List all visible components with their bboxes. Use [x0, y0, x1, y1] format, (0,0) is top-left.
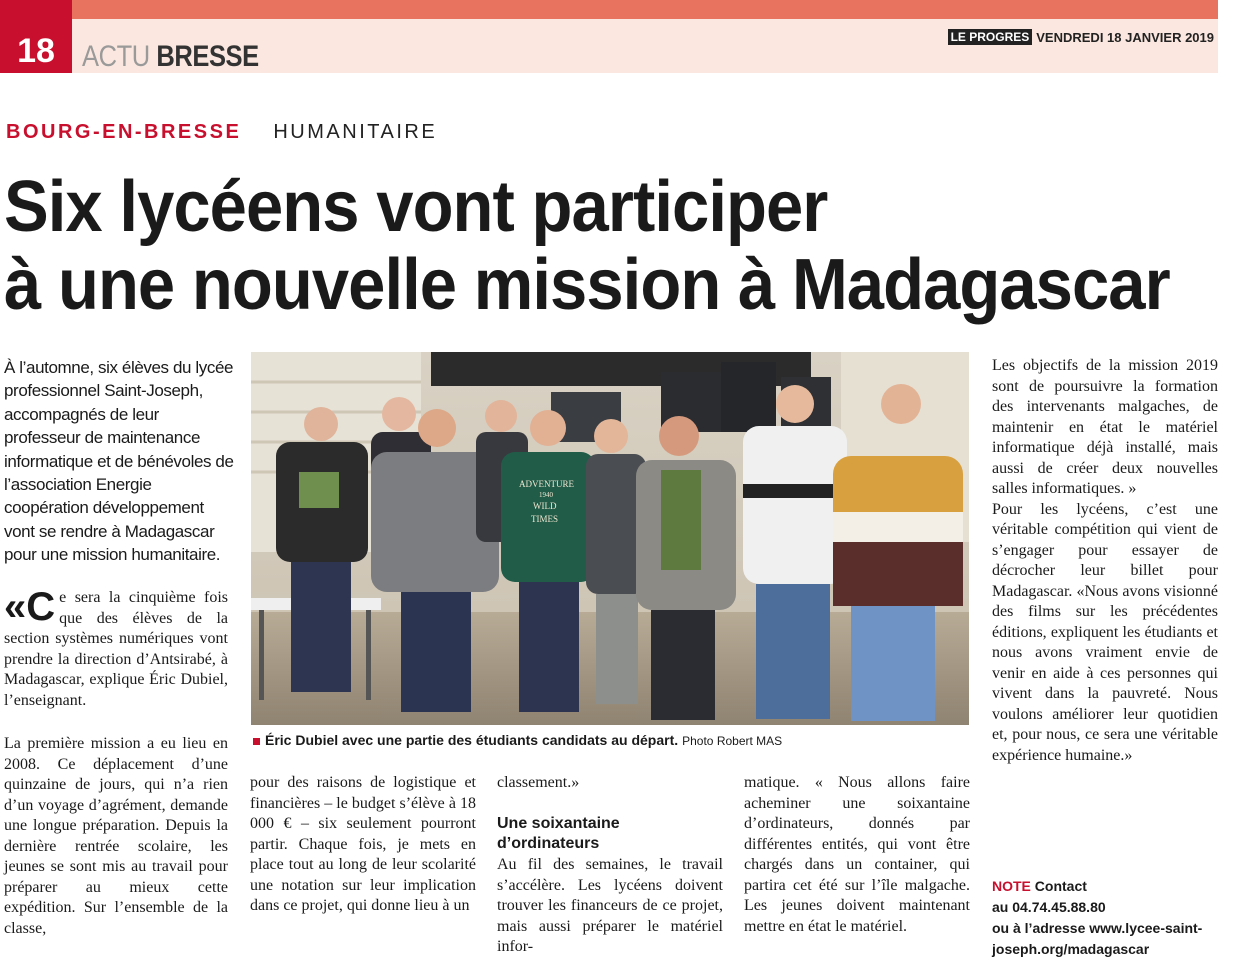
photo-credit: Photo Robert MAS — [682, 734, 783, 748]
contact-web-1: ou à l’adresse www.lycee-saint- — [992, 920, 1203, 936]
contact-note — [992, 876, 1224, 960]
newspaper-logo: LE PROGRES — [948, 29, 1033, 45]
sweatshirt-text-4: TIMES — [531, 514, 558, 524]
headline-line-1: Six lycéens vont participer — [4, 167, 828, 247]
section-bold: BRESSE — [156, 40, 259, 73]
photo-caption — [253, 732, 969, 748]
note-title: Contact — [1034, 878, 1087, 894]
drop-cap: «C — [4, 585, 56, 629]
caption-text: Éric Dubiel avec une partie des étudiants candidats au départ. — [265, 732, 679, 748]
paragraph-1-text: e sera la cinquième fois que des élèves de la section systèmes numériques vont prendre la direction d’Antsirabé, à Madagascar, explique Éric Dubiel, l’enseignant. — [4, 589, 228, 709]
body-paragraph-8: Pour les lycéens, c’est une véritable compétition qui vient de s’engager pour essayer de décrocher leur billet pour Madagascar. «Nous avons visionné des films sur les précédentes éditions, expliquent les étudiants et nous avons vraiment envie de venir en aide à ces personnes qui vivent dans la pauvreté. Nous voulons améliorer leur quotidien et, pour nous, ce sera une véritable expérience humaine.» — [992, 500, 1218, 764]
section-title — [82, 40, 259, 74]
group-photo-illustration — [251, 352, 969, 725]
header-top-bar — [0, 0, 1218, 19]
issue-date: VENDREDI 18 JANVIER 2019 — [1036, 29, 1214, 45]
sweatshirt-text-3: WILD — [533, 501, 557, 511]
kicker-city: BOURG-EN-BRESSE — [6, 121, 242, 143]
contact-web-2: joseph.org/madagascar — [992, 941, 1150, 957]
masthead — [948, 29, 1214, 45]
subheading: Une soixantaine d’ordinateurs — [497, 815, 620, 852]
body-paragraph-1 — [4, 585, 228, 711]
body-paragraph-6: matique. « Nous allons faire acheminer une soixantaine d’ordinateurs, donnés par différentes entités, qui vont être chargés dans un container, qui partira cet été sur l’île malgache. Les jeunes doivent maintenant mettre en état le matériel. — [744, 774, 970, 935]
article-photo — [251, 352, 969, 725]
body-paragraph-2: La première mission a eu lieu en 2008. Ce déplacement d’une quinzaine de jours, qui n’a rien d’un voyage d’agrément, demande une longue préparation. Depuis la dernière rentrée scolaire, les jeunes se sont mis au travail pour préparer au mieux cette expédition. Sur l’ensemble de la classe, — [4, 735, 228, 937]
headline-line-2: à une nouvelle mission à Madagascar — [4, 245, 1170, 325]
body-paragraph-7: Les objectifs de la mission 2019 sont de poursuivre la formation des intervenants malgaches, de maintenir en état le matériel informatique déjà installé, mais aussi de créer deux nouvelles salles informatiques. » — [992, 357, 1218, 497]
page-number: 18 — [0, 0, 72, 73]
caption-marker — [253, 738, 260, 745]
body-paragraph-5: Au fil des semaines, le travail s’accélère. Les lycéens doivent trouver les financeurs de ce projet, mais aussi préparer le matériel infor- — [497, 856, 723, 955]
headline — [4, 167, 1170, 325]
note-label: NOTE — [992, 878, 1031, 894]
body-paragraph-4: classement.» — [497, 774, 580, 791]
kicker — [6, 121, 437, 144]
sweatshirt-text-2: 1940 — [539, 491, 553, 499]
body-paragraph-3: pour des raisons de logistique et financières – le budget s’élève à 18 000 € – six seulement pourront partir. Chaque fois, je mets en place tout au long de leur scolarité une notation sur leur implication dans ce projet, qui donne lieu à un — [250, 774, 476, 914]
section-light: ACTU — [82, 40, 150, 73]
contact-phone: au 04.74.45.88.80 — [992, 899, 1106, 915]
kicker-topic: HUMANITAIRE — [273, 121, 438, 143]
right-column — [992, 356, 1218, 766]
lead-paragraph: À l’automne, six élèves du lycée professionnel Saint-Joseph, accompagnés de leur professeur de maintenance informatique et de bénévoles de l’association Energie coopération développement vont se rendre à Madagascar pour une mission humanitaire. — [4, 358, 234, 565]
sweatshirt-text-1: ADVENTURE — [519, 479, 574, 489]
